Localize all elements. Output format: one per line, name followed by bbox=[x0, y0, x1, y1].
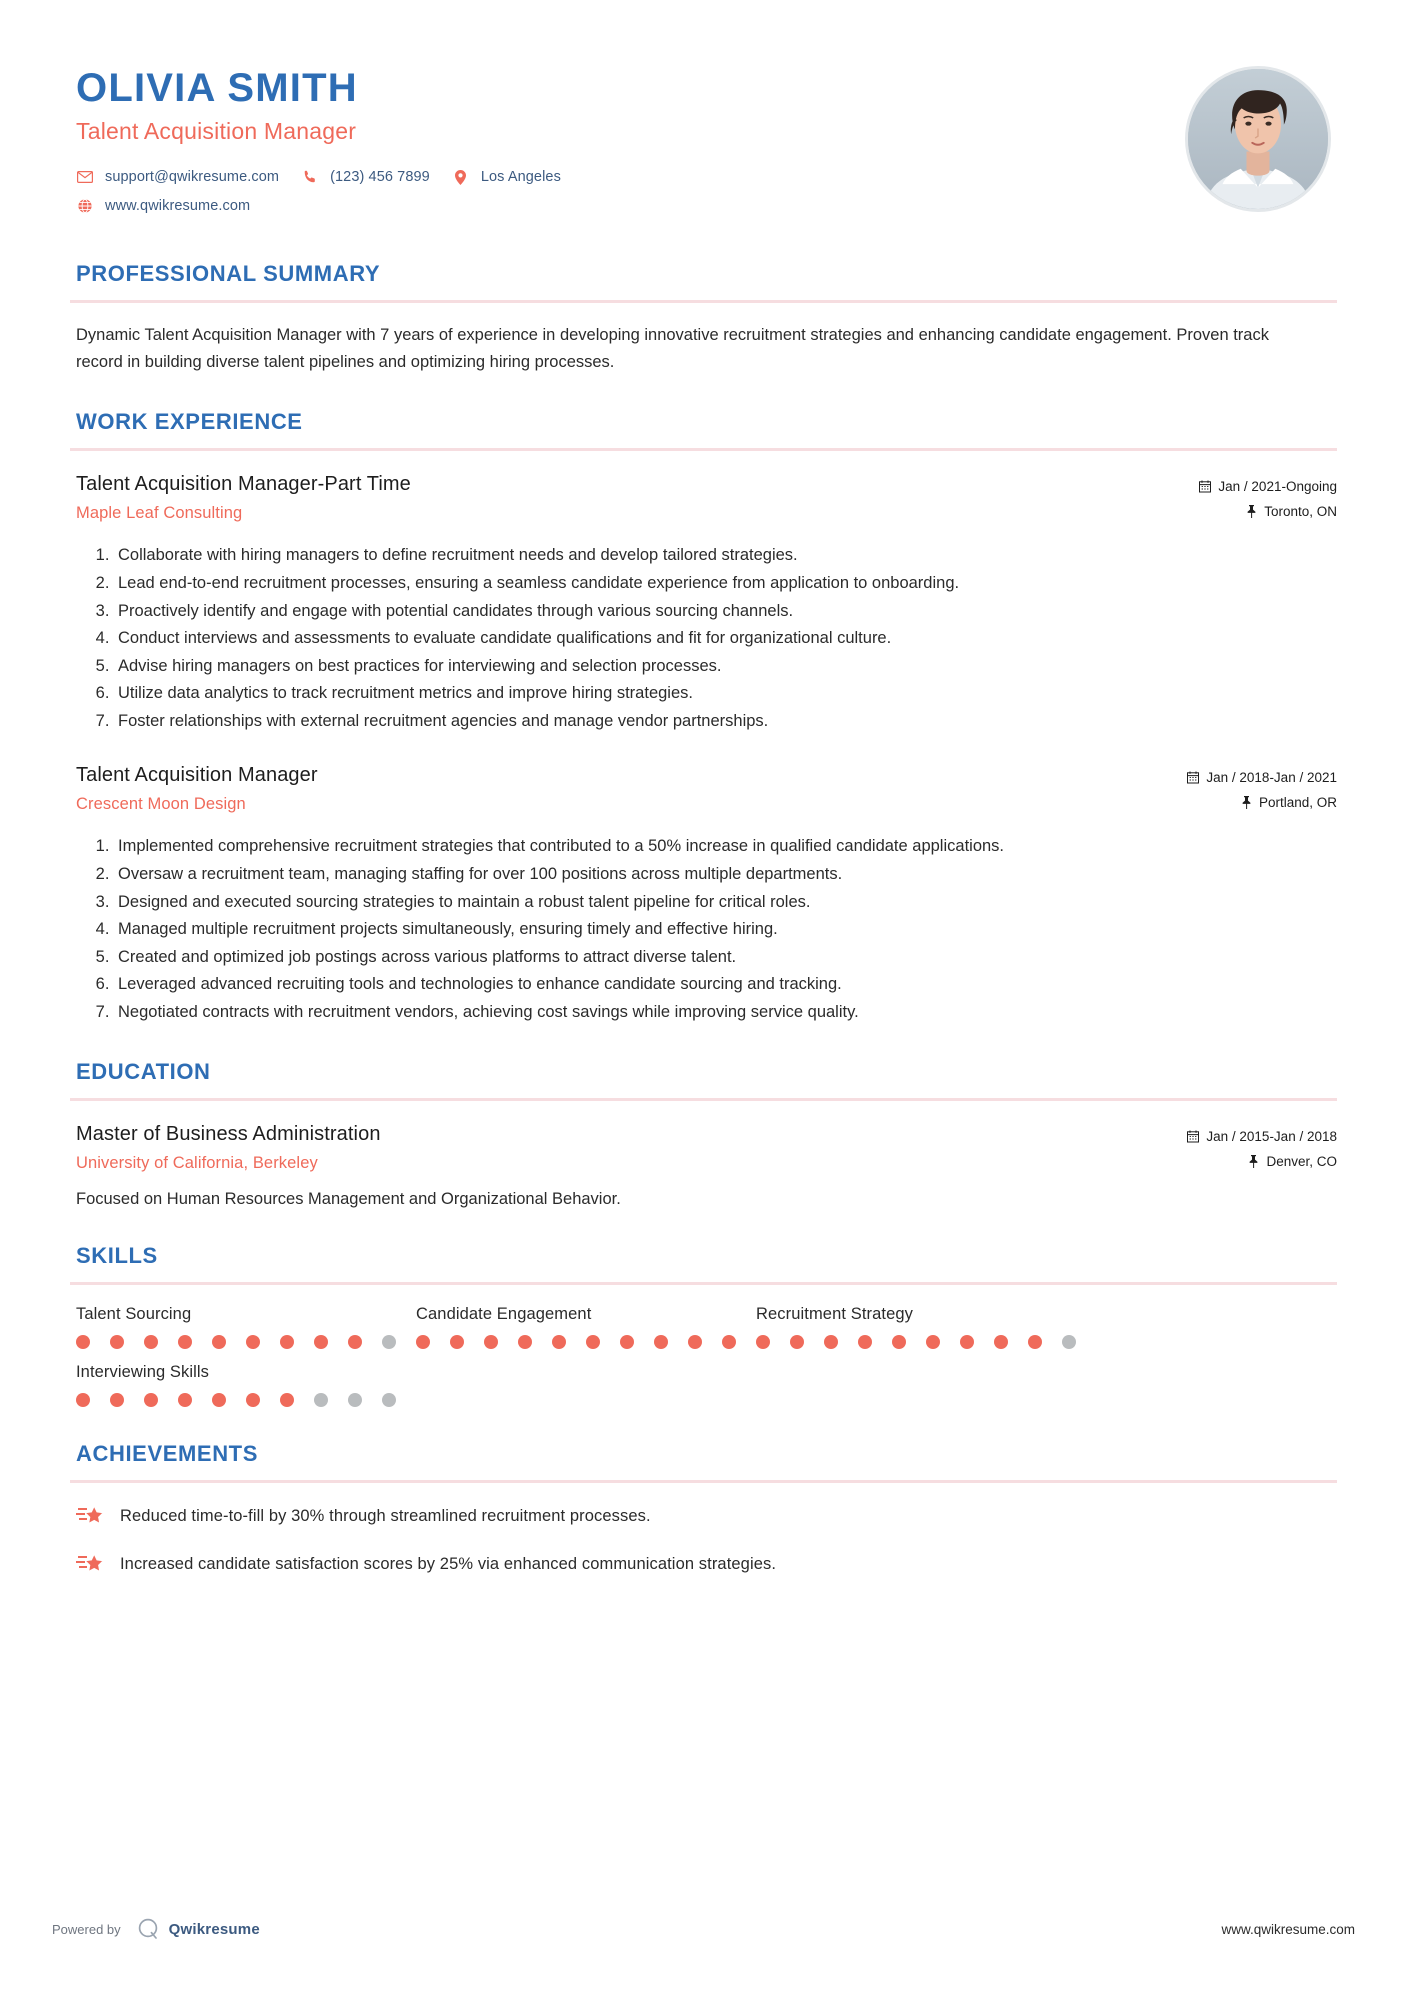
skill-dot bbox=[76, 1393, 90, 1407]
achievements-list bbox=[70, 1503, 1337, 1577]
education-entry-meta bbox=[1137, 1123, 1337, 1179]
skill-dot bbox=[620, 1335, 634, 1349]
location-pin-icon bbox=[452, 169, 470, 185]
work-entry-meta bbox=[1137, 473, 1337, 529]
list-item: 2. Oversaw a recruitment team, managing staffing for over 100 positions across multiple departments. bbox=[114, 862, 1306, 888]
skill-dot bbox=[212, 1335, 226, 1349]
education-location-text: Denver, CO bbox=[1266, 1154, 1337, 1170]
skill-dot bbox=[722, 1335, 736, 1349]
section-achievements bbox=[70, 1441, 1337, 1577]
skill-dot bbox=[994, 1335, 1008, 1349]
list-item: 6. Utilize data analytics to track recruitment metrics and improve hiring strategies. bbox=[114, 681, 1306, 707]
contact-location bbox=[452, 169, 561, 185]
list-item: 1. Implemented comprehensive recruitment strategies that contributed to a 50% increase in qualified candidate applications. bbox=[114, 834, 1306, 860]
job-title: Talent Acquisition Manager bbox=[76, 118, 357, 144]
section-professional-summary bbox=[70, 261, 1337, 375]
list-item: 3. Designed and executed sourcing strategies to maintain a robust talent pipeline for critical roles. bbox=[114, 890, 1306, 916]
skill-dot bbox=[1062, 1335, 1076, 1349]
work-entry-date-text: Jan / 2018-Jan / 2021 bbox=[1206, 770, 1337, 786]
section-divider bbox=[70, 448, 1337, 451]
skill-dot bbox=[314, 1393, 328, 1407]
skill-dot bbox=[824, 1335, 838, 1349]
skill-rating bbox=[416, 1335, 756, 1349]
education-location bbox=[1137, 1154, 1337, 1169]
skill-rating bbox=[76, 1393, 416, 1407]
section-title-education: EDUCATION bbox=[76, 1059, 211, 1085]
contact-phone-text: (123) 456 7899 bbox=[330, 169, 430, 185]
skill-dot bbox=[416, 1335, 430, 1349]
section-work-experience bbox=[70, 409, 1337, 1025]
skill-dot bbox=[552, 1335, 566, 1349]
work-entry-left bbox=[76, 473, 1137, 523]
skill-item bbox=[76, 1363, 416, 1407]
avatar bbox=[1185, 66, 1331, 212]
contact-website-text: www.qwikresume.com bbox=[105, 198, 251, 214]
skill-dot bbox=[110, 1393, 124, 1407]
contact-email-text: support@qwikresume.com bbox=[105, 169, 280, 185]
powered-by-label: Powered by bbox=[52, 1921, 121, 1937]
skill-dot bbox=[178, 1335, 192, 1349]
pushpin-icon bbox=[1241, 796, 1252, 809]
work-entry-location-text: Toronto, ON bbox=[1264, 504, 1337, 520]
section-title-achievements: ACHIEVEMENTS bbox=[76, 1441, 258, 1467]
list-item: 6. Leveraged advanced recruiting tools and technologies to enhance candidate sourcing and tracking. bbox=[114, 972, 1306, 998]
skill-rating bbox=[756, 1335, 1096, 1349]
skill-dot bbox=[144, 1335, 158, 1349]
star-badge-icon bbox=[76, 1551, 106, 1577]
page-footer bbox=[0, 1916, 1407, 1942]
section-divider bbox=[70, 1480, 1337, 1483]
work-entry-date bbox=[1137, 770, 1337, 785]
list-item: 5. Advise hiring managers on best practices for interviewing and selection processes. bbox=[114, 654, 1306, 680]
calendar-icon bbox=[1187, 1130, 1199, 1143]
work-entry-date-text: Jan / 2021-Ongoing bbox=[1218, 479, 1337, 495]
skill-item bbox=[76, 1305, 416, 1349]
list-item: 7. Negotiated contracts with recruitment vendors, achieving cost savings while improving service quality. bbox=[114, 1000, 1306, 1026]
list-item: 3. Proactively identify and engage with potential candidates through various sourcing channels. bbox=[114, 599, 1306, 625]
work-entry-location bbox=[1137, 504, 1337, 519]
contact-website[interactable] bbox=[76, 198, 250, 214]
education-entry-header bbox=[76, 1123, 1337, 1179]
skill-dot bbox=[144, 1393, 158, 1407]
skill-dot bbox=[892, 1335, 906, 1349]
skills-list bbox=[70, 1305, 1337, 1407]
pushpin-icon bbox=[1248, 1155, 1259, 1168]
skill-dot bbox=[654, 1335, 668, 1349]
skill-dot bbox=[280, 1335, 294, 1349]
work-entry-meta bbox=[1137, 764, 1337, 820]
achievement-item bbox=[76, 1551, 1337, 1577]
section-title-skills: SKILLS bbox=[76, 1243, 158, 1269]
brand-name[interactable]: Qwikresume bbox=[168, 1920, 260, 1938]
list-item: 4. Managed multiple recruitment projects simultaneously, ensuring timely and effective hiring. bbox=[114, 917, 1306, 943]
globe-icon bbox=[76, 198, 94, 214]
skill-dot bbox=[212, 1393, 226, 1407]
education-school: University of California, Berkeley bbox=[76, 1154, 318, 1173]
section-skills bbox=[70, 1243, 1337, 1407]
qwikresume-logo-icon bbox=[135, 1916, 161, 1942]
calendar-icon bbox=[1199, 480, 1211, 493]
list-item: 1. Collaborate with hiring managers to define recruitment needs and develop tailored strategies. bbox=[114, 543, 1306, 569]
work-entry-date bbox=[1137, 479, 1337, 494]
work-entry-location bbox=[1137, 795, 1337, 810]
work-entry bbox=[70, 473, 1337, 734]
skills-row bbox=[76, 1305, 1337, 1349]
skill-label: Recruitment Strategy bbox=[756, 1305, 913, 1324]
envelope-icon bbox=[76, 169, 94, 185]
achievement-text: Increased candidate satisfaction scores by 25% via enhanced communication strategies. bbox=[120, 1554, 777, 1573]
education-description: Focused on Human Resources Management and Organizational Behavior. bbox=[76, 1190, 621, 1209]
skills-row bbox=[76, 1363, 1337, 1407]
header-text-block bbox=[70, 66, 1185, 227]
skill-label: Talent Sourcing bbox=[76, 1305, 192, 1324]
list-item: 2. Lead end-to-end recruitment processes, ensuring a seamless candidate experience from application to onboarding. bbox=[114, 571, 1306, 597]
education-degree: Master of Business Administration bbox=[76, 1123, 381, 1146]
skill-dot bbox=[178, 1393, 192, 1407]
skill-dot bbox=[790, 1335, 804, 1349]
education-entry bbox=[70, 1123, 1337, 1209]
skill-dot bbox=[314, 1335, 328, 1349]
skill-dot bbox=[246, 1335, 260, 1349]
skill-dot bbox=[348, 1393, 362, 1407]
section-title-work: WORK EXPERIENCE bbox=[76, 409, 303, 435]
work-entry-company: Crescent Moon Design bbox=[76, 795, 246, 814]
skill-dot bbox=[484, 1335, 498, 1349]
resume-header bbox=[70, 52, 1337, 227]
skill-dot bbox=[450, 1335, 464, 1349]
achievement-text: Reduced time-to-fill by 30% through streamlined recruitment processes. bbox=[120, 1506, 651, 1525]
contact-row-primary bbox=[76, 169, 1185, 185]
skill-dot bbox=[688, 1335, 702, 1349]
skill-dot bbox=[586, 1335, 600, 1349]
page-title: OLIVIA SMITH bbox=[76, 66, 358, 110]
skill-dot bbox=[1028, 1335, 1042, 1349]
work-entry-bullets bbox=[76, 543, 1306, 734]
skill-dot bbox=[926, 1335, 940, 1349]
skill-dot bbox=[756, 1335, 770, 1349]
calendar-icon bbox=[1187, 771, 1199, 784]
work-entry bbox=[70, 764, 1337, 1025]
skill-dot bbox=[518, 1335, 532, 1349]
skill-dot bbox=[382, 1393, 396, 1407]
skill-dot bbox=[110, 1335, 124, 1349]
work-entry-header bbox=[76, 764, 1337, 820]
contact-location-text: Los Angeles bbox=[480, 169, 561, 185]
skill-dot bbox=[858, 1335, 872, 1349]
skill-dot bbox=[348, 1335, 362, 1349]
contact-email[interactable] bbox=[76, 169, 279, 185]
section-divider bbox=[70, 1282, 1337, 1285]
contact-row-secondary bbox=[76, 198, 1185, 214]
skill-dot bbox=[246, 1393, 260, 1407]
skill-label: Interviewing Skills bbox=[76, 1363, 210, 1382]
skill-item bbox=[416, 1305, 756, 1349]
skill-rating bbox=[76, 1335, 416, 1349]
footer-website[interactable]: www.qwikresume.com bbox=[1221, 1921, 1355, 1937]
section-divider bbox=[70, 300, 1337, 303]
work-entry-company: Maple Leaf Consulting bbox=[76, 504, 243, 523]
work-entry-location-text: Portland, OR bbox=[1258, 795, 1337, 811]
skill-dot bbox=[382, 1335, 396, 1349]
pushpin-icon bbox=[1246, 505, 1257, 518]
contact-info bbox=[76, 169, 1185, 214]
skill-label: Candidate Engagement bbox=[416, 1305, 592, 1324]
list-item: 7. Foster relationships with external recruitment agencies and manage vendor partnerships. bbox=[114, 709, 1306, 735]
skill-dot bbox=[76, 1335, 90, 1349]
work-entry-bullets bbox=[76, 834, 1306, 1025]
education-date bbox=[1137, 1129, 1337, 1144]
skill-item bbox=[756, 1305, 1096, 1349]
skill-dot bbox=[280, 1393, 294, 1407]
education-entry-left bbox=[76, 1123, 1137, 1173]
phone-icon bbox=[301, 169, 319, 185]
section-education bbox=[70, 1059, 1337, 1209]
list-item: 4. Conduct interviews and assessments to evaluate candidate qualifications and fit for organizational culture. bbox=[114, 626, 1306, 652]
footer-branding bbox=[52, 1916, 260, 1942]
section-title-summary: PROFESSIONAL SUMMARY bbox=[76, 261, 381, 286]
work-entry-title: Talent Acquisition Manager bbox=[76, 764, 318, 787]
section-divider bbox=[70, 1098, 1337, 1101]
work-entry-title: Talent Acquisition Manager-Part Time bbox=[76, 473, 411, 496]
star-badge-icon bbox=[76, 1503, 106, 1529]
work-entry-header bbox=[76, 473, 1337, 529]
skill-dot bbox=[960, 1335, 974, 1349]
summary-text: Dynamic Talent Acquisition Manager with 7 years of experience in developing innovative recruitment strategies and enhancing candidate engagement. Proven track record in building diverse talent pipelines and optimizing hiring processes. bbox=[76, 326, 1269, 371]
achievement-item bbox=[76, 1503, 1337, 1529]
work-entry-left bbox=[76, 764, 1137, 814]
education-date-text: Jan / 2015-Jan / 2018 bbox=[1206, 1129, 1337, 1145]
list-item: 5. Created and optimized job postings across various platforms to attract diverse talent. bbox=[114, 945, 1306, 971]
contact-phone[interactable] bbox=[301, 169, 430, 185]
